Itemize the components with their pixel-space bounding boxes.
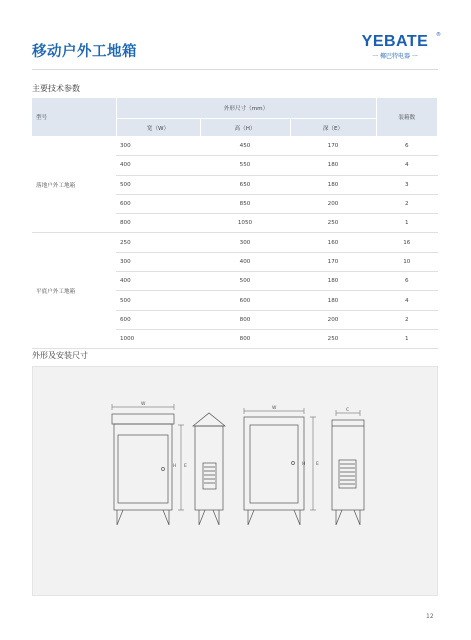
packing-cell: 4 xyxy=(376,291,438,310)
floor-box-side-view xyxy=(193,413,225,525)
header-model: 型号 xyxy=(32,98,116,137)
dim-label-c: C xyxy=(346,408,350,413)
packing-cell: 6 xyxy=(376,137,438,156)
header-height: 高（H） xyxy=(200,119,290,137)
height-cell: 800 xyxy=(200,329,290,348)
header-divider xyxy=(32,69,438,70)
section-title-drawing: 外形及安装尺寸 xyxy=(32,351,88,360)
height-cell: 850 xyxy=(200,194,290,213)
logo-wordmark: YEBATE xyxy=(361,33,429,50)
model-name-cell: 平底户外工地箱 xyxy=(32,233,116,349)
depth-cell: 250 xyxy=(290,214,376,233)
height-cell: 300 xyxy=(200,233,290,252)
height-cell: 400 xyxy=(200,252,290,271)
table-row xyxy=(32,137,438,156)
width-cell: 1000 xyxy=(116,329,200,348)
model-name-cell: 落地户外工地箱 xyxy=(32,137,116,233)
header-depth: 深（E） xyxy=(290,119,376,137)
dim-label-w1: W xyxy=(141,402,146,407)
packing-cell: 3 xyxy=(376,175,438,194)
packing-cell: 6 xyxy=(376,272,438,291)
depth-cell: 200 xyxy=(290,310,376,329)
packing-cell: 4 xyxy=(376,156,438,175)
width-cell: 600 xyxy=(116,310,200,329)
packing-cell: 2 xyxy=(376,310,438,329)
depth-cell: 170 xyxy=(290,137,376,156)
height-cell: 1050 xyxy=(200,214,290,233)
header-width: 宽（W） xyxy=(116,119,200,137)
width-cell: 600 xyxy=(116,194,200,213)
dim-label-e1: E xyxy=(184,464,187,469)
header-packing: 装箱数 xyxy=(376,98,438,137)
packing-cell: 2 xyxy=(376,194,438,213)
depth-cell: 160 xyxy=(290,233,376,252)
dim-label-h1: H xyxy=(173,464,177,469)
page-number: 12 xyxy=(426,613,434,620)
installation-drawing xyxy=(33,367,439,597)
logo-subtitle: 一 椰巴特电器 一 xyxy=(372,53,418,60)
header-dimensions: 外形尺寸（mm） xyxy=(116,98,376,119)
height-cell: 800 xyxy=(200,310,290,329)
flat-box-side-view xyxy=(332,410,364,525)
packing-cell: 1 xyxy=(376,214,438,233)
registered-mark: ® xyxy=(436,32,441,38)
width-cell: 250 xyxy=(116,233,200,252)
depth-cell: 180 xyxy=(290,272,376,291)
dim-label-e2: E xyxy=(316,462,319,467)
height-cell: 600 xyxy=(200,291,290,310)
width-cell: 500 xyxy=(116,175,200,194)
section-title-specs: 主要技术参数 xyxy=(32,84,80,93)
height-cell: 550 xyxy=(200,156,290,175)
depth-cell: 170 xyxy=(290,252,376,271)
depth-cell: 180 xyxy=(290,175,376,194)
packing-cell: 16 xyxy=(376,233,438,252)
width-cell: 400 xyxy=(116,272,200,291)
table-row xyxy=(32,233,438,252)
spec-table xyxy=(32,98,438,349)
page-title: 移动户外工地箱 xyxy=(32,44,137,60)
depth-cell: 250 xyxy=(290,329,376,348)
dim-label-h2: H xyxy=(302,462,306,467)
width-cell: 400 xyxy=(116,156,200,175)
dim-label-w2: W xyxy=(272,406,277,411)
spec-table-body xyxy=(32,137,438,349)
brand-logo xyxy=(352,32,441,64)
width-cell: 300 xyxy=(116,252,200,271)
height-cell: 450 xyxy=(200,137,290,156)
packing-cell: 1 xyxy=(376,329,438,348)
depth-cell: 180 xyxy=(290,291,376,310)
drawing-panel xyxy=(32,366,438,596)
width-cell: 500 xyxy=(116,291,200,310)
width-cell: 300 xyxy=(116,137,200,156)
height-cell: 500 xyxy=(200,272,290,291)
depth-cell: 200 xyxy=(290,194,376,213)
depth-cell: 180 xyxy=(290,156,376,175)
packing-cell: 10 xyxy=(376,252,438,271)
width-cell: 800 xyxy=(116,214,200,233)
height-cell: 650 xyxy=(200,175,290,194)
